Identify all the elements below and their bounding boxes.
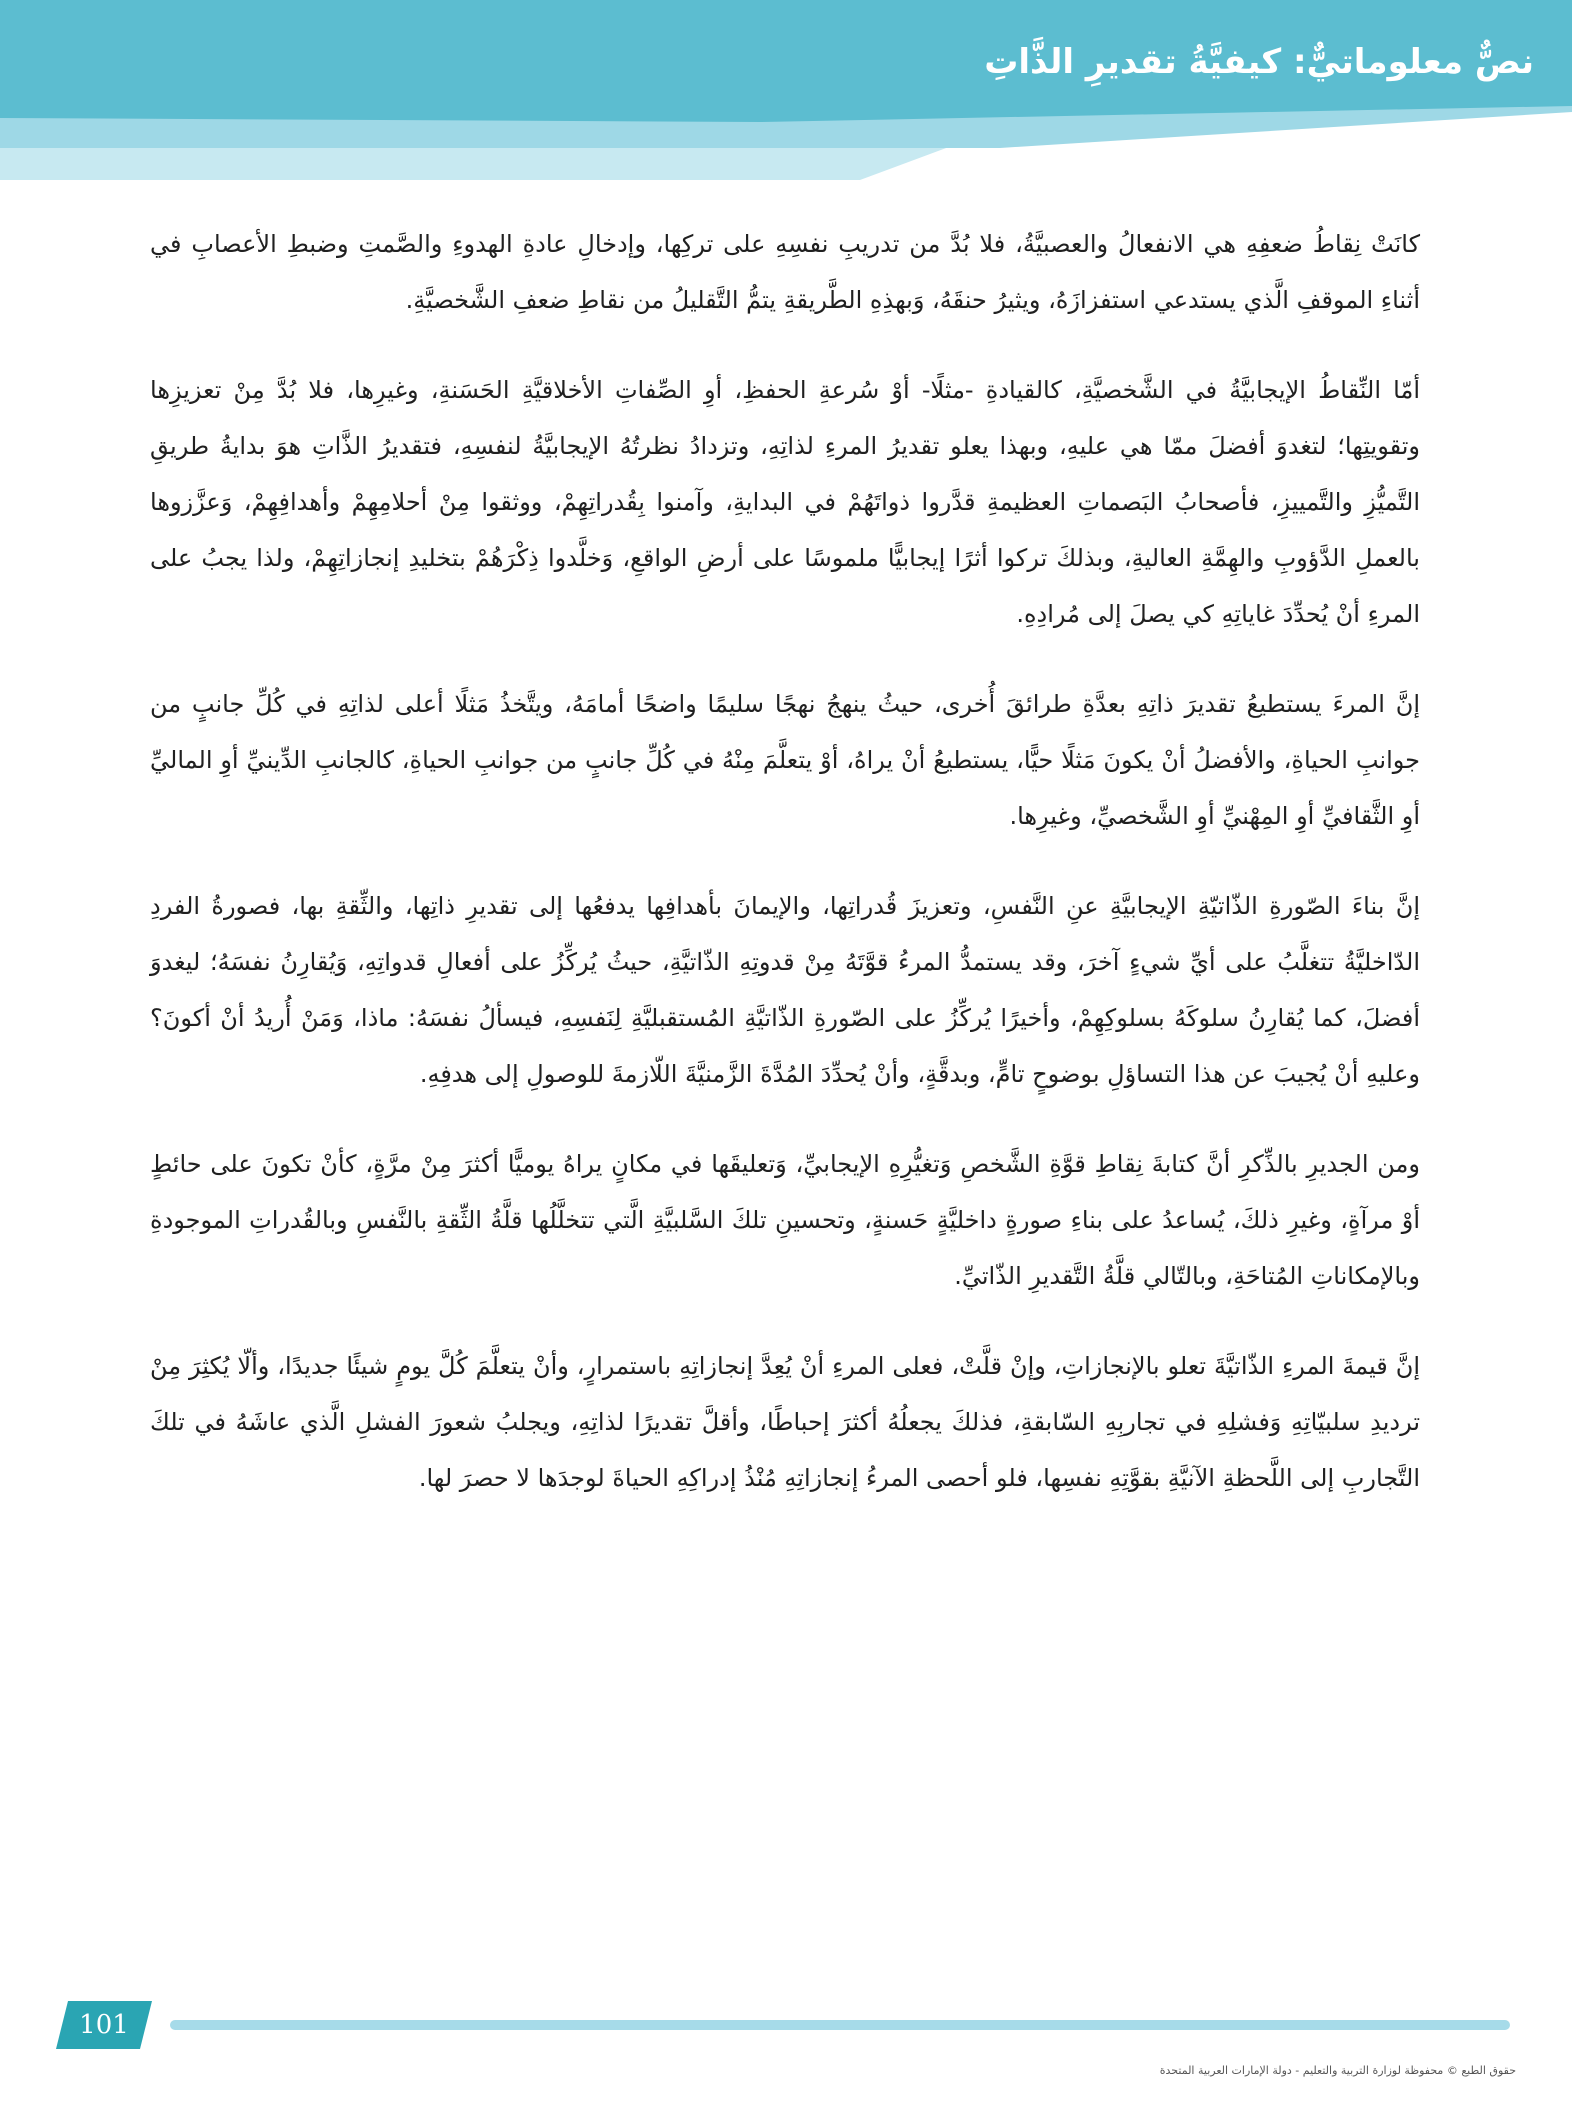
header-ribbon-shapes — [0, 0, 1572, 180]
copyright-notice: حقوق الطبع © محفوظة لوزارة التربية والتعليم - دولة الإمارات العربية المتحدة — [1159, 2064, 1516, 2077]
paragraph-role-models: إنَّ المرءَ يستطيعُ تقديرَ ذاتِهِ بعدَّةِ طرائقَ أُخرى، حيثُ ينهجُ نهجًا سليمًا واضحًا أمامَهُ، ويتَّخذُ مَثلًا أعلى لذاتِهِ في كُلِّ جانبٍ من جوانبِ الحياةِ، والأفضلُ أنْ يكونَ مَثلًا حيًّا، يستطيعُ أنْ يراهُ، أوْ يتعلَّمَ مِنْهُ في كُلِّ جانبٍ من جوانبِ الحياةِ، كالجانبِ الدِّينيِّ أوِ الماليِّ أوِ الثَّقافيِّ أوِ المِهْنيِّ أوِ الشَّخصيِّ، وغيرِها. — [150, 690, 1420, 830]
header-banner — [0, 0, 1572, 180]
page-number-tab — [56, 2001, 152, 2049]
paragraph-achievements: إنَّ قيمةَ المرءِ الذّاتيَّةَ تعلو بالإنجازاتِ، وإنْ قلَّتْ، فعلى المرءِ أنْ يُعِدَّ إنجازاتِهِ باستمرارٍ، وأنْ يتعلَّمَ كُلَّ يومٍ شيئًا جديدًا، وألّا يُكثِرَ مِنْ ترديدِ سلبيّاتِهِ وَفشلِهِ في تجاربِهِ السّابقةِ، فذلكَ يجعلُهُ أكثرَ إحباطًا، وأقلَّ تقديرًا لذاتِهِ، ويجلبُ شعورَ الفشلِ الَّذي عاشَهُ في تلكَ التَّجاربِ إلى اللَّحظةِ الآنيَّةِ بقوَّتِهِ نفسِها، فلو أحصى المرءُ إنجازاتِهِ مُنْذُ إدراكِهِ الحياةَ لوجدَها لا حصرَ لها. — [150, 1352, 1420, 1492]
page-title: نصٌّ معلوماتيٌّ: كيفيَّةُ تقديرِ الذَّاتِ — [984, 42, 1534, 82]
page-number: 101 — [79, 2010, 129, 2040]
paragraph-writing-strengths: ومن الجديرِ بالذِّكرِ أنَّ كتابةَ نِقاطِ قوَّةِ الشَّخصِ وَتغيُّرِهِ الإيجابيِّ، وَتعليقَها في مكانٍ يراهُ يوميًّا أكثرَ مِنْ مرَّةٍ، كأنْ تكونَ على حائطٍ أوْ مرآةٍ، وغيرِ ذلكَ، يُساعدُ على بناءِ صورةٍ داخليَّةٍ حَسنةٍ، وتحسينِ تلكَ السَّلبيَّةِ الَّتي تتخلَّلُها قلَّةُ الثِّقةِ بالنَّفسِ وبالقُدراتِ الموجودةِ وبالإمكاناتِ المُتاحَةِ، وبالتّالي قلَّةُ التَّقديرِ الذّاتيِّ. — [150, 1150, 1420, 1290]
footer-divider — [170, 2020, 1510, 2030]
paragraph-positive-points: أمّا النِّقاطُ الإيجابيَّةُ في الشَّخصيَّةِ، كالقيادةِ -مثلًا- أوْ سُرعةِ الحفظِ، أوِ الصِّفاتِ الأخلاقيَّةِ الحَسَنةِ، وغيرِها، فلا بُدَّ مِنْ تعزيزِها وتقويتِها؛ لتغدوَ أفضلَ ممّا هي عليهِ، وبهذا يعلو تقديرُ المرءِ لذاتِهِ، وتزدادُ نظرتُهُ الإيجابيَّةُ لنفسِهِ، فتقديرُ الذَّاتِ هوَ بدايةُ طريقِ التَّميُّزِ والتَّمييزِ، فأصحابُ البَصماتِ العظيمةِ قدَّروا ذواتَهُمْ في البدايةِ، وآمنوا بِقُدراتِهِمْ، ووثقوا مِنْ أحلامِهِمْ وأهدافِهِمْ، وَعزَّزوها بالعملِ الدَّؤوبِ والهِمَّةِ العاليةِ، وبذلكَ تركوا أثرًا إيجابيًّا ملموسًا على أرضِ الواقعِ، وَخلَّدوا ذِكْرَهُمْ بتخليدِ إنجازاتِهِمْ، ولذا يجبُ على المرءِ أنْ يُحدِّدَ غاياتِهِ كي يصلَ إلى مُرادِهِ. — [150, 376, 1420, 628]
paragraph-weak-points: كانَتْ نِقاطُ ضعفِهِ هي الانفعالُ والعصبيَّةُ، فلا بُدَّ من تدريبِ نفسِهِ على تركِها، وإدخالِ عادةِ الهدوءِ والصَّمتِ وضبطِ الأعصابِ في أثناءِ الموقفِ الَّذي يستدعي استفزازَهُ، ويثيرُ حنقَهُ، وَبهذِهِ الطَّريقةِ يتمُّ التَّقليلُ من نقاطِ ضعفِ الشَّخصيَّةِ. — [150, 230, 1420, 314]
article-body — [150, 216, 1420, 1540]
paragraph-self-image: إنَّ بناءَ الصّورةِ الذّاتيّةِ الإيجابيَّةِ عنِ النَّفسِ، وتعزيزَ قُدراتِها، والإيمانَ بأهدافِها يدفعُها إلى تقديرِ ذاتِها، والثِّقةِ بها، فصورةُ الفردِ الدّاخليَّةُ تتغلَّبُ على أيِّ شيءٍ آخرَ، وقد يستمدُّ المرءُ قوَّتَهُ مِنْ قدوتِهِ الذّاتيَّةِ، حيثُ يُركِّزُ على أفعالِ قدواتِهِ، وَيُقارِنُ نفسَهُ؛ ليغدوَ أفضلَ، كما يُقارِنُ سلوكَهُ بسلوكِهِمْ، وأخيرًا يُركِّزُ على الصّورةِ الذّاتيَّةِ المُستقبليَّةِ لِنَفسِهِ، فيسألُ نفسَهُ: ماذا، وَمَنْ أُريدُ أنْ أكونَ؟ وعليهِ أنْ يُجيبَ عن هذا التساؤلِ بوضوحٍ تامٍّ، وبدقَّةٍ، وأنْ يُحدِّدَ المُدَّةَ الزَّمنيَّةَ اللّازمةَ للوصولِ إلى هدفِهِ. — [150, 892, 1420, 1088]
